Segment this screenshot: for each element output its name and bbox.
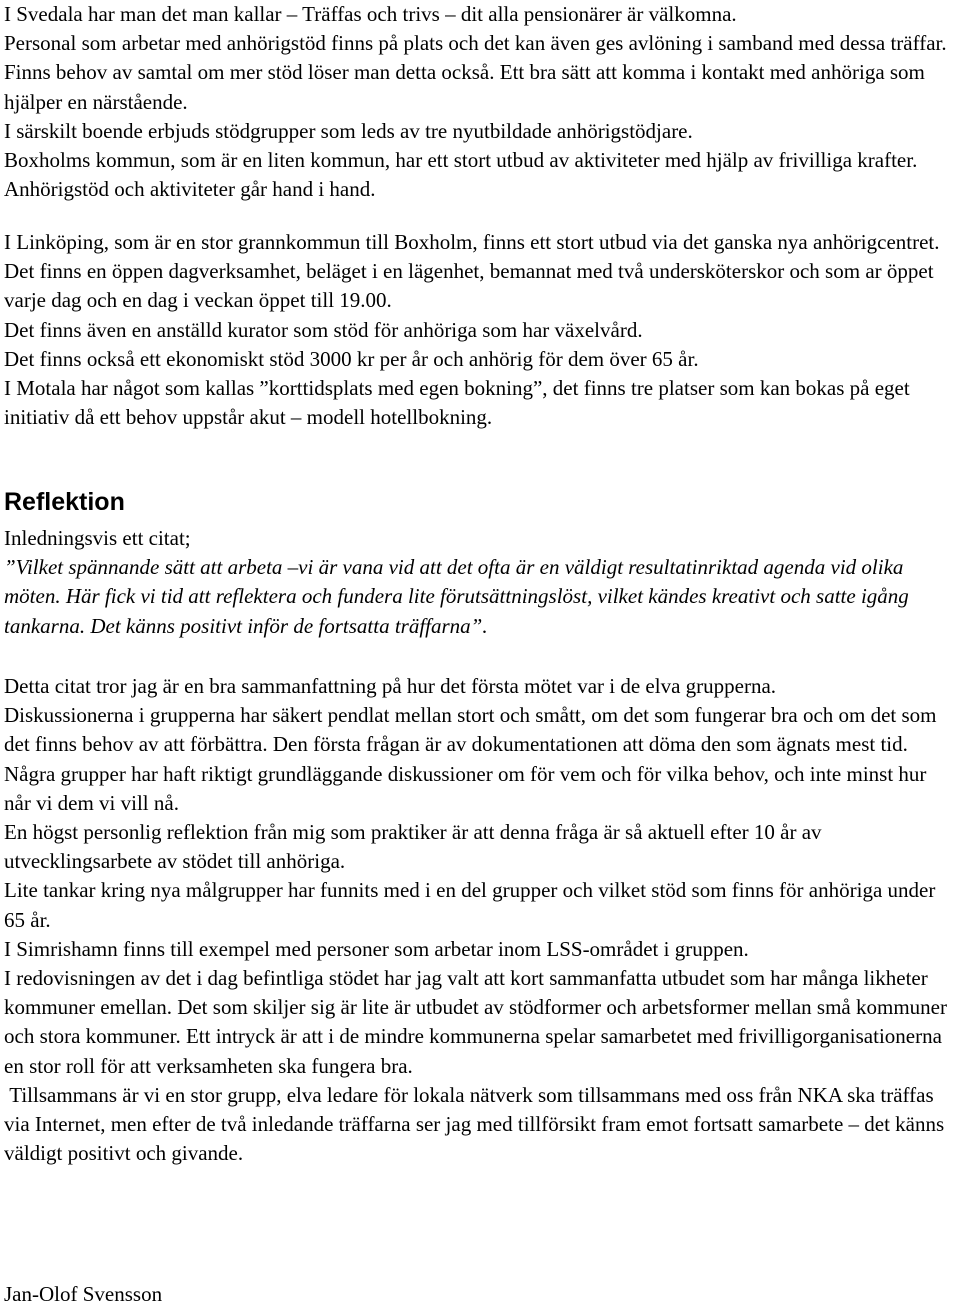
- paragraph-svedala-staff: Personal som arbetar med anhörigstöd finns på plats och det kan även ges avlöning i samband med dessa träffar. Finns behov av samtal om mer stöd löser man detta också. Ett bra sätt att komma i kontakt med anhöriga som hjälper en närstående.: [4, 31, 952, 114]
- paragraph-target-groups: Lite tankar kring nya målgrupper har funnits med i en del grupper och vilket stöd som finns för anhöriga under 65 år.: [4, 878, 941, 932]
- paragraph-svedala: I Svedala har man det man kallar – Träffas och trivs – dit alla pensionärer är välkomna.: [4, 2, 737, 26]
- section-linkoping-motala: [4, 228, 956, 432]
- paragraph-discussions: Diskussionerna i grupperna har säkert pendlat mellan stort och smått, om det som fungerar bra och om det som det finns behov av att förbättra. Den första frågan är av dokumentationen att döma den som ägnats mest tid. Några grupper har haft riktigt grundläggande diskussioner om för vem och för vilka behov, och inte minst hur når vi dem vi vill nå.: [4, 703, 942, 815]
- paragraph-kurator: Det finns även en anställd kurator som stöd för anhöriga som har växelvård.: [4, 317, 643, 342]
- section-heading: Reflektion: [4, 488, 125, 516]
- signature: Jan-Olof Svensson: [4, 1282, 163, 1306]
- paragraph-together: Tillsammans är vi en stor grupp, elva ledare för lokala nätverk som tillsammans med oss från NKA ska träffas via Internet, men efter de två inledande träffarna ser jag med tillförsikt fram emot fortsatt samarbete – det känns väldigt positivt och givande.: [4, 1082, 950, 1166]
- paragraph-economic-support: Det finns också ett ekonomiskt stöd 3000 kr per år och anhörig för dem över 65 år.: [4, 346, 699, 371]
- paragraph-special-housing: I särskilt boende erbjuds stödgrupper som leds av tre nyutbildade anhörigstödjare.: [4, 118, 693, 143]
- section-reflection: [4, 672, 956, 1168]
- paragraph-boxholm: Boxholms kommun, som är en liten kommun, har ett stort utbud av aktiviteter med hjälp av frivilliga krafter. Anhörigstöd och aktiviteter går hand i hand.: [4, 148, 922, 202]
- paragraph-personal-reflection: En högst personlig reflektion från mig som praktiker är att denna fråga är så aktuell efter 10 år av utvecklingsarbete av stödet till anhöriga.: [4, 820, 827, 874]
- paragraph-report: I redovisningen av det i dag befintliga stödet har jag valt att kort sammanfatta utbudet som har många likheter kommuner emellan. Det som skiljer sig är lite är utbudet av stödformer och arbetsformer mellan små kommuner och stora kommuner. Ett intryck är att i de mindre kommunerna spelar samarbetet med frivilligorganisationerna en stor roll för att verksamheten ska fungera bra.: [4, 966, 953, 1078]
- section-municipal-support: [4, 0, 956, 204]
- paragraph-linkoping: I Linköping, som är en stor grannkommun till Boxholm, finns ett stort utbud via det ganska nya anhörigcentret. Det finns en öppen dagverksamhet, beläget i en lägenhet, bemannat med två undersköterskor och som ar öppet varje dag och en dag i veckan öppet till 19.00.: [4, 230, 945, 313]
- paragraph-simrishamn: I Simrishamn finns till exempel med personer som arbetar inom LSS-området i gruppen.: [4, 936, 749, 961]
- section-quote: [4, 524, 956, 641]
- paragraph-summary: Detta citat tror jag är en bra sammanfattning på hur det första mötet var i de elva grupperna.: [4, 674, 777, 698]
- paragraph-motala: I Motala har något som kallas ”korttidsplats med egen bokning”, det finns tre platser som kan bokas på eget initiativ då ett behov uppstår akut – modell hotellbokning.: [4, 376, 915, 430]
- quote-intro: Inledningsvis ett citat;: [4, 526, 191, 550]
- quote-text: ”Vilket spännande sätt att arbeta –vi är vana vid att det ofta är en väldigt resultatinriktad agenda vid olika möten. Här fick vi tid att reflektera och fundera lite förutsättningslöst, vilket kändes kreativt och satte igång tankarna. Det känns positivt inför de fortsatta träffarna”.: [4, 555, 915, 638]
